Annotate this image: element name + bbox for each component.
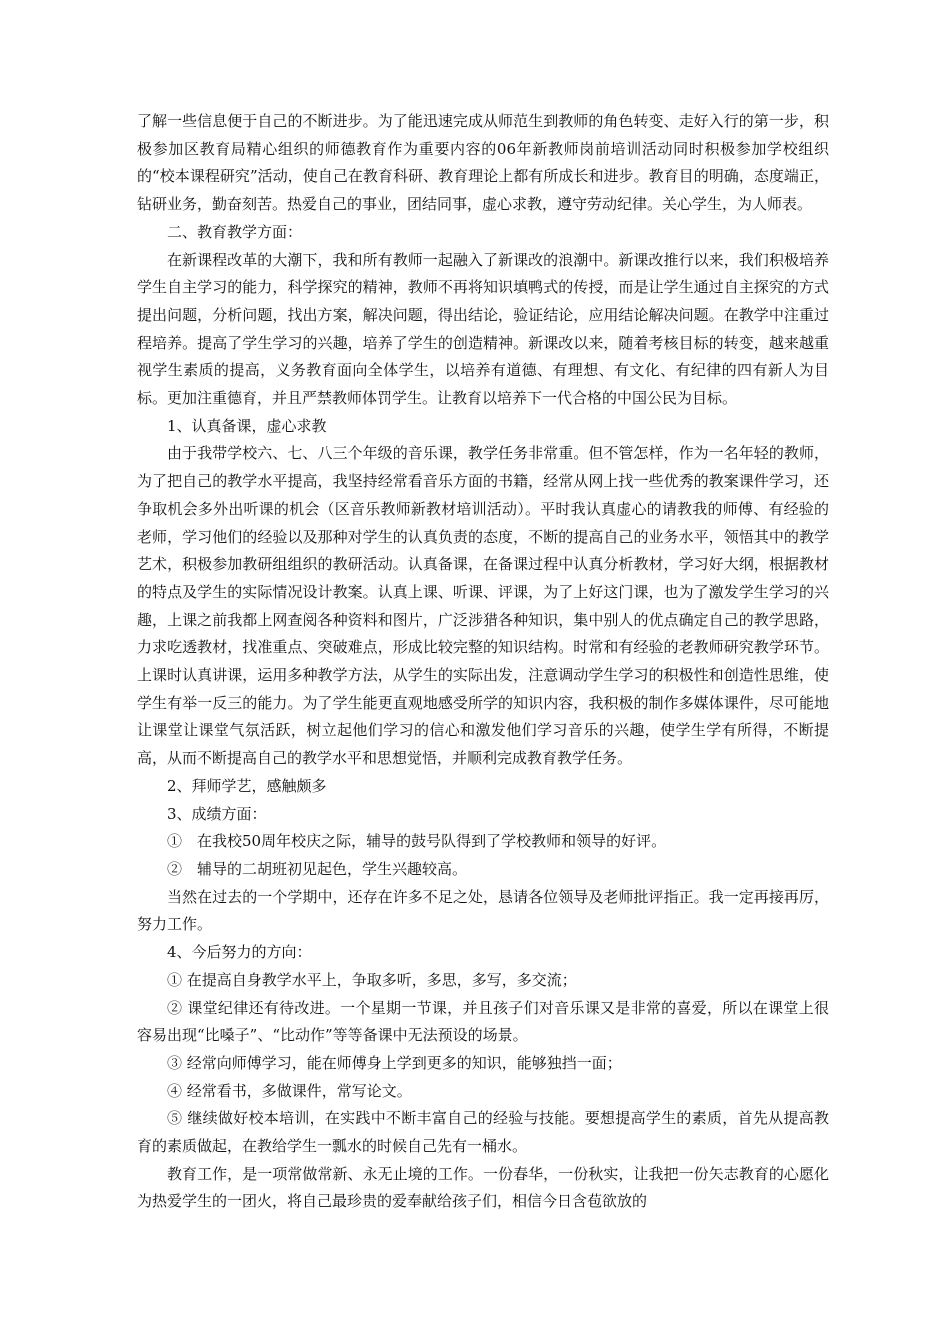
subsection-heading: 2、拜师学艺，感触颇多 [167, 776, 327, 795]
paragraph: 了解一些信息便于自己的不断进步。为了能迅速完成从师范生到教师的角色转变、走好入行的第一步，积极参加区教育局精心组织的师德教育作为重要内容的06年新教师岗前培训活动同时积极参加学校组织的“校本课程研究”活动，使自己在教育科研、教育理论上都有所成长和进步。教育目的明确，态度端正，钻研业务，勤奋刻苦。热爱自己的事业，团结同事，虚心求教，遵守劳动纪律。关心学生，为人师表。 [137, 112, 829, 214]
document-body [137, 108, 829, 1216]
list-item: ① 在我校50周年校庆之际，辅导的鼓号队得到了学校教师和领导的好评。 [167, 832, 667, 851]
list-item: ② 课堂纪律还有待改进。一个星期一节课，并且孩子们对音乐课又是非常的喜爱，所以在课堂上很容易出现“比嗓子”、“比动作”等等备课中无法预设的场景。 [137, 998, 829, 1045]
subsection-heading: 4、今后努力的方向： [167, 943, 312, 962]
subsection-heading: 1、认真备课，虚心求教 [167, 416, 327, 435]
subsection-heading: 3、成绩方面： [167, 804, 267, 823]
paragraph: 教育工作，是一项常做常新、永无止境的工作。一份春华，一份秋实，让我把一份矢志教育的心愿化为热爱学生的一团火，将自己最珍贵的爱奉献给孩子们，相信今日含苞欲放的 [137, 1164, 829, 1211]
paragraph: 当然在过去的一个学期中，还存在许多不足之处，恳请各位领导及老师批评指正。我一定再接再厉，努力工作。 [137, 887, 829, 934]
paragraph: 由于我带学校六、七、八三个年级的音乐课，教学任务非常重。但不管怎样，作为一名年轻的教师，为了把自己的教学水平提高，我坚持经常看音乐方面的书籍，经常从网上找一些优秀的教案课件学习，还争取机会多外出听课的机会（区音乐教师新教材培训活动）。平时我认真虚心的请教我的师傅、有经验的老师，学习他们的经验以及那种对学生的认真负责的态度，不断的提高自己的业务水平，领悟其中的教学艺术，积极参加教研组组织的教研活动。认真备课，在备课过程中认真分析教材，学习好大纲，根据教材的特点及学生的实际情况设计教案。认真上课、听课、评课，为了上好这门课，也为了激发学生学习的兴趣，上课之前我都上网查阅各种资料和图片，广泛涉猎各种知识，集中别人的优点确定自己的教学思路，力求吃透教材，找准重点、突破难点，形成比较完整的知识结构。时常和有经验的老教师研究教学环节。上课时认真讲课，运用多种教学方法，从学生的实际出发，注意调动学生学习的积极性和创造性思维，使学生有举一反三的能力。为了学生能更直观地感受所学的知识内容，我积极的制作多媒体课件，尽可能地让课堂让课堂气氛活跃，树立起他们学习的信心和激发他们学习音乐的兴趣，使学生学有所得，不断提高，从而不断提高自己的教学水平和思想觉悟，并顺利完成教育教学任务。 [137, 444, 829, 768]
paragraph: 在新课程改革的大潮下，我和所有教师一起融入了新课改的浪潮中。新课改推行以来，我们积极培养学生自主学习的能力，科学探究的精神，教师不再将知识填鸭式的传授，而是让学生通过自主探究的方式提出问题，分析问题，找出方案，解决问题，得出结论，验证结论，应用结论解决问题。在教学中注重过程培养。提高了学生学习的兴趣，培养了学生的创造精神。新课改以来，随着考核目标的转变，越来越重视学生素质的提高，义务教育面向全体学生，以培养有道德、有理想、有文化、有纪律的四有新人为目标。更加注重德育，并且严禁教师体罚学生。让教育以培养下一代合格的中国公民为目标。 [137, 250, 829, 408]
section-heading: 二、教育教学方面： [167, 222, 303, 241]
list-item: ④ 经常看书，多做课件，常写论文。 [167, 1081, 412, 1100]
list-item: ① 在提高自身教学水平上，争取多听，多思，多写，多交流； [167, 970, 577, 989]
list-item: ② 辅导的二胡班初见起色，学生兴趣较高。 [167, 859, 468, 878]
list-item: ③ 经常向师傅学习，能在师傅身上学到更多的知识，能够独挡一面； [167, 1053, 622, 1072]
list-item: ⑤ 继续做好校本培训，在实践中不断丰富自己的经验与技能。要想提高学生的素质，首先从提高教育的素质做起，在教给学生一瓢水的时候自己先有一桶水。 [137, 1109, 829, 1156]
